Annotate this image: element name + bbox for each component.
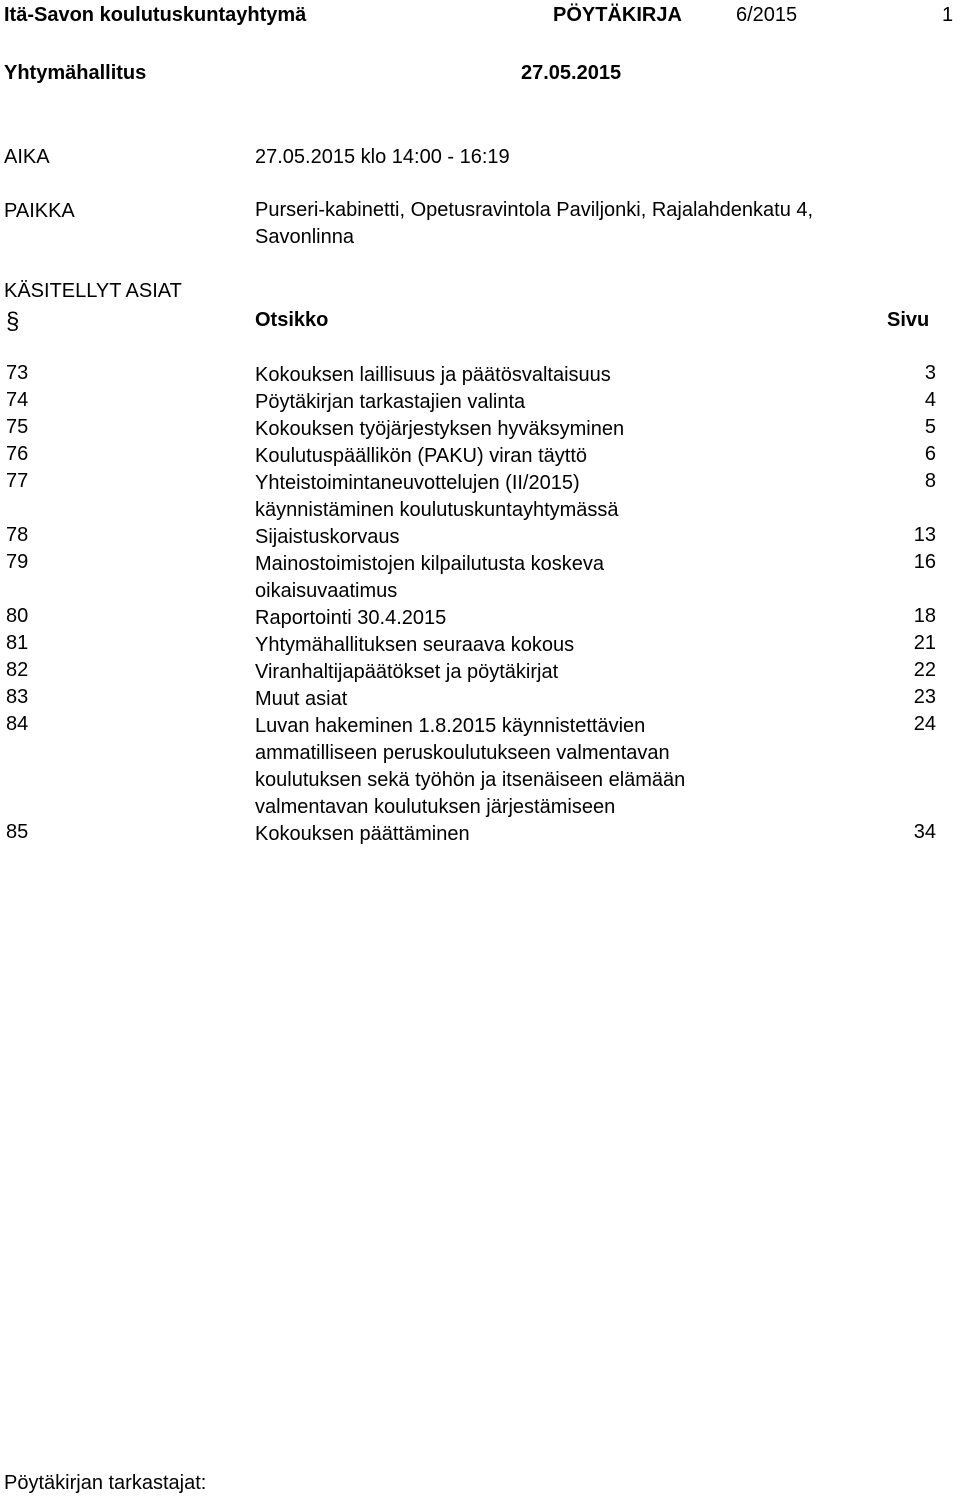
item-number: 84 <box>6 713 29 735</box>
item-title: Muut asiat <box>255 688 348 710</box>
item-page: 6 <box>924 443 936 465</box>
item-number: 74 <box>6 389 29 411</box>
time-value: 27.05.2015 klo 14:00 - 16:19 <box>255 146 510 168</box>
item-title: Kokouksen laillisuus ja päätösvaltaisuus <box>255 364 611 386</box>
item-page: 8 <box>924 470 936 492</box>
item-title: Luvan hakeminen 1.8.2015 käynnistettävien ammatilliseen peruskoulutukseen valmentavan koulutuksen sekä työhön ja itsenäiseen elämään valmentavan koulutuksen järjestämiseen <box>255 715 686 818</box>
place-value-line1: Purseri-kabinetti, Opetusravintola Paviljonki, Rajalahdenkatu 4, <box>255 199 814 221</box>
item-number: 81 <box>6 632 29 654</box>
item-page: 3 <box>924 362 936 384</box>
item-page: 5 <box>924 416 936 438</box>
item-number: 78 <box>6 524 29 546</box>
place-label: PAIKKA <box>4 200 75 222</box>
item-page: 18 <box>913 605 936 627</box>
item-title: Mainostoimistojen kilpailutusta koskeva oikaisuvaatimus <box>255 553 605 602</box>
agenda-section-label: KÄSITELLYT ASIAT <box>4 280 182 302</box>
document-number: 6/2015 <box>736 4 798 26</box>
place-value <box>255 197 813 251</box>
item-page: 21 <box>913 632 936 654</box>
item-page: 13 <box>913 524 936 546</box>
item-title: Koulutuspäällikön (PAKU) viran täyttö <box>255 445 588 467</box>
item-number: 73 <box>6 362 29 384</box>
section-symbol: § <box>6 308 20 335</box>
column-page-header: Sivu <box>887 309 930 331</box>
item-title: Yhtymähallituksen seuraava kokous <box>255 634 575 656</box>
item-page: 34 <box>913 821 936 843</box>
item-number: 85 <box>6 821 29 843</box>
item-page: 4 <box>924 389 936 411</box>
item-title: Kokouksen työjärjestyksen hyväksyminen <box>255 418 625 440</box>
item-number: 83 <box>6 686 29 708</box>
item-number: 82 <box>6 659 29 681</box>
item-number: 80 <box>6 605 29 627</box>
item-page: 24 <box>913 713 936 735</box>
item-number: 76 <box>6 443 29 465</box>
item-title: Viranhaltijapäätökset ja pöytäkirjat <box>255 661 559 683</box>
reviewers-label: Pöytäkirjan tarkastajat: <box>4 1472 207 1494</box>
meeting-date: 27.05.2015 <box>521 62 622 84</box>
item-title: Raportointi 30.4.2015 <box>255 607 447 629</box>
item-title: Pöytäkirjan tarkastajien valinta <box>255 391 526 413</box>
time-label: AIKA <box>4 146 50 168</box>
governing-body: Yhtymähallitus <box>4 62 147 84</box>
item-page: 22 <box>913 659 936 681</box>
item-number: 77 <box>6 470 29 492</box>
item-title: Kokouksen päättäminen <box>255 823 470 845</box>
item-title: Sijaistuskorvaus <box>255 526 400 548</box>
page-number: 1 <box>942 4 954 26</box>
item-page: 16 <box>913 551 936 573</box>
organization-name: Itä-Savon koulutuskuntayhtymä <box>4 4 307 26</box>
item-number: 75 <box>6 416 29 438</box>
item-title: Yhteistoimintaneuvottelujen (II/2015) käynnistäminen koulutuskuntayhtymässä <box>255 472 619 521</box>
place-value-line2: Savonlinna <box>255 226 354 248</box>
item-page: 23 <box>913 686 936 708</box>
item-number: 79 <box>6 551 29 573</box>
document-type: PÖYTÄKIRJA <box>553 4 682 26</box>
column-title-header: Otsikko <box>255 309 329 331</box>
